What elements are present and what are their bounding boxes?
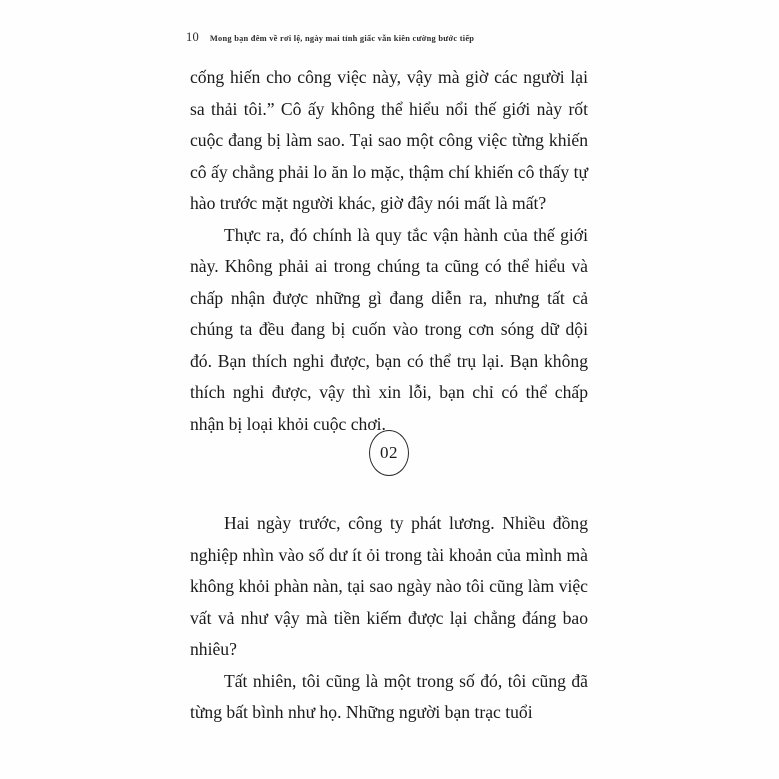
- text-block-top: [190, 62, 588, 440]
- page-number: 10: [186, 30, 199, 44]
- running-head: [186, 30, 606, 45]
- section-divider: [190, 420, 588, 486]
- text-block-bottom: [190, 508, 588, 729]
- paragraph: Tất nhiên, tôi cũng là một trong số đó, tôi cũng đã từng bất bình như họ. Những người bạn trạc tuổi: [190, 670, 588, 722]
- running-head-title: Mong bạn đêm về rơi lệ, ngày mai tỉnh giấc vẫn kiên cường bước tiếp: [209, 34, 475, 43]
- paragraph: Hai ngày trước, công ty phát lương. Nhiều đồng nghiệp nhìn vào số dư ít ỏi trong tài khoản của mình mà không khỏi phàn nàn, tại sao ngày nào tôi cũng làm việc vất vả như vậy mà tiền kiếm được lại chẳng đáng bao nhiêu?: [190, 513, 588, 659]
- paragraph: Thực ra, đó chính là quy tắc vận hành của thế giới này. Không phải ai trong chúng ta cũng có thể hiểu và chấp nhận được những gì đang diễn ra, nhưng tất cả chúng ta đều đang bị cuốn vào trong cơn sóng dữ dội đó. Bạn thích nghi được, bạn có thể trụ lại. Bạn không thích nghi được, vậy thì xin lỗi, bạn chỉ có thể chấp nhận bị loại khỏi cuộc chơi.: [190, 224, 588, 434]
- section-number-badge: 02: [369, 430, 409, 476]
- paragraph: cống hiến cho công việc này, vậy mà giờ các người lại sa thải tôi.” Cô ấy không thể hiểu nổi thế giới này rốt cuộc đang bị làm sao. Tại sao một công việc từng khiến cô ấy chẳng phải lo ăn lo mặc, thậm chí khiến cô thấy tự hào trước mặt người khác, giờ đây nói mất là mất?: [190, 67, 588, 213]
